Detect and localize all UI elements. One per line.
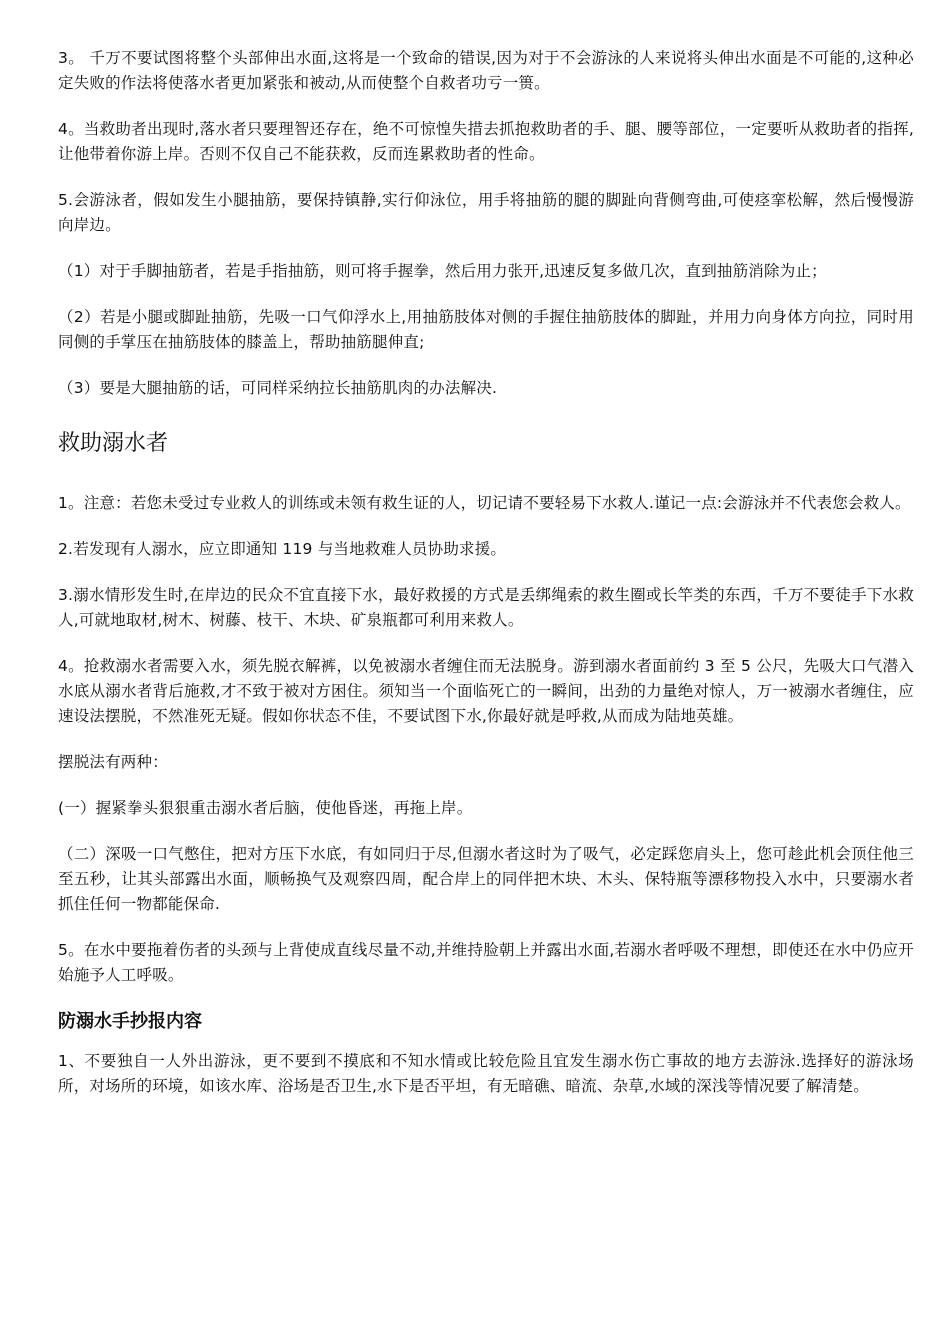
paragraph-escape-1: (一）握紧拳头狠狠重击溺水者后脑，使他昏迷，再拖上岸。 xyxy=(58,799,473,817)
paragraph-sub-3: （3）要是大腿抽筋的话，可同样采纳拉长抽筋肌肉的办法解决. xyxy=(58,379,498,397)
paragraph-escape-2: （二）深吸一口气憋住，把对方压下水底，有如同归于尽,但溺水者这时为了吸气，必定踩您肩头上，您可趁此机会顶住他三至五秒，让其头部露出水面，顺畅换气及观察四周，配合岸上的同伴把木块、木头、保特瓶等漂移物投入水中，只要溺水者抓住任何一物都能保命. xyxy=(58,845,914,913)
section-title-rescue: 救助溺水者 xyxy=(58,431,169,456)
paragraph-item-3: 3。 千万不要试图将整个头部伸出水面,这将是一个致命的错误,因为对于不会游泳的人来说将头伸出水面是不可能的,这种必定失败的作法将使落水者更加紧张和被动,从而使整个自救者功亏一篑。 xyxy=(58,49,914,92)
paragraph-item-4: 4。当救助者出现时,落水者只要理智还存在，绝不可惊惶失措去抓抱救助者的手、腿、腰等部位，一定要听从救助者的指挥,让他带着你游上岸。否则不仅自己不能获救，反而连累救助者的性命。 xyxy=(58,120,914,163)
paragraph-sub-2: （2）若是小腿或脚趾抽筋，先吸一口气仰浮水上,用抽筋肢体对侧的手握住抽筋肢体的脚趾，并用力向身体方向拉，同时用同侧的手掌压在抽筋肢体的膝盖上，帮助抽筋腿伸直; xyxy=(58,308,914,351)
paragraph-rescue-3: 3.溺水情形发生时,在岸边的民众不宜直接下水，最好救援的方式是丢绑绳索的救生圈或长竿类的东西，千万不要徒手下水救人,可就地取材,树木、树藤、枝干、木块、矿泉瓶都可利用来救人。 xyxy=(58,586,914,629)
paragraph-rescue-1: 1。注意：若您未受过专业救人的训练或未领有救生证的人，切记请不要轻易下水救人.谨记一点:会游泳并不代表您会救人。 xyxy=(58,494,911,512)
paragraph-rescue-4: 4。抢救溺水者需要入水，须先脱衣解裤，以免被溺水者缠住而无法脱身。游到溺水者面前约 3 至 5 公尺，先吸大口气潜入水底从溺水者背后施救,才不致于被对方困住。须知当一个面临死亡的一瞬间，出劲的力量绝对惊人，万一被溺水者缠住，应速设法摆脱，不然准死无疑。假如你状态不佳，不要试图下水,你最好就是呼救,从而成为陆地英雄。 xyxy=(58,657,914,725)
document-page xyxy=(58,46,914,1120)
paragraph-item-5: 5.会游泳者，假如发生小腿抽筋，要保持镇静,实行仰泳位，用手将抽筋的腿的脚趾向背侧弯曲,可使痉挛松解，然后慢慢游向岸边。 xyxy=(58,191,914,234)
section-title-poster: 防溺水手抄报内容 xyxy=(58,1011,202,1032)
paragraph-rescue-5: 5。在水中要拖着伤者的头颈与上背使成直线尽量不动,并维持脸朝上并露出水面,若溺水者呼吸不理想，即使还在水中仍应开始施予人工呼吸。 xyxy=(58,941,914,984)
paragraph-poster-1: 1、不要独自一人外出游泳，更不要到不摸底和不知水情或比较危险且宜发生溺水伤亡事故的地方去游泳.选择好的游泳场所，对场所的环境，如该水库、浴场是否卫生,水下是否平坦，有无暗礁、暗流、杂草,水域的深浅等情况要了解清楚。 xyxy=(58,1052,914,1095)
paragraph-escape-intro: 摆脱法有两种： xyxy=(58,753,168,771)
paragraph-sub-1: （1）对于手脚抽筋者，若是手指抽筋，则可将手握拳，然后用力张开,迅速反复多做几次，直到抽筋消除为止； xyxy=(58,262,827,280)
paragraph-rescue-2: 2.若发现有人溺水，应立即通知 119 与当地救难人员协助求援。 xyxy=(58,540,507,558)
